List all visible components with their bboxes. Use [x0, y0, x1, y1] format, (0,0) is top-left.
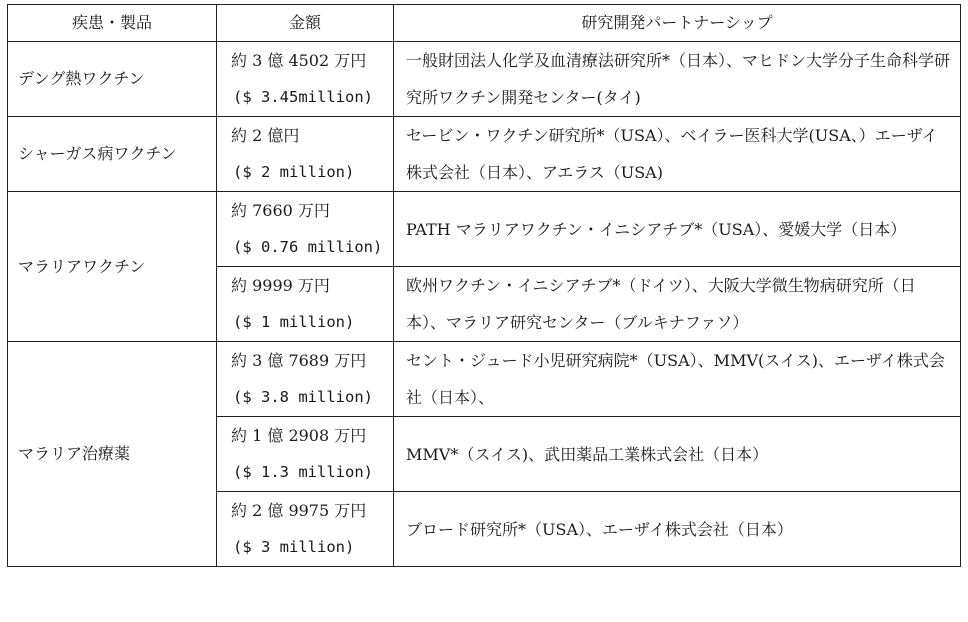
amount-usd: ($ 3 million)	[233, 538, 355, 556]
disease-cell: デング熱ワクチン	[8, 42, 217, 117]
partners-cell	[394, 192, 961, 267]
partners-text: セービン・ワクチン研究所*（USA）、ベイラー医科大学(USA、）エーザイ株式会社（日本）、アエラス（USA)	[406, 126, 938, 182]
partners-text: MMV*（スイス)、武田薬品工業株式会社（日本）	[406, 444, 769, 464]
partners-text: ブロード研究所*（USA）、エーザイ株式会社（日本）	[406, 519, 793, 539]
partners-cell	[394, 117, 961, 192]
amount-cell	[217, 192, 394, 267]
amount-cell	[217, 117, 394, 192]
amount-jpy: 約 2 億円	[231, 126, 300, 145]
table-row	[8, 117, 961, 192]
table-row	[8, 342, 961, 417]
partners-text: セント・ジュード小児研究病院*（USA）、MMV(スイス)、エーザイ株式会社（日本）、	[406, 351, 945, 407]
partners-cell	[394, 342, 961, 417]
amount-jpy: 約 3 億 4502 万円	[231, 51, 367, 70]
partners-text: 一般財団法人化学及血清療法研究所*（日本）、マヒドン大学分子生命科学研究所ワクチン開発センター(タイ)	[406, 51, 951, 107]
partners-cell	[394, 417, 961, 492]
header-disease: 疾患・製品	[8, 5, 217, 42]
amount-usd: ($ 3.8 million)	[233, 388, 373, 406]
amount-cell	[217, 417, 394, 492]
partners-cell	[394, 492, 961, 567]
partners-cell	[394, 267, 961, 342]
amount-jpy: 約 2 億 9975 万円	[231, 501, 367, 520]
table-row	[8, 42, 961, 117]
amount-usd: ($ 1 million)	[233, 313, 355, 331]
amount-usd: ($ 2 million)	[233, 163, 355, 181]
amount-jpy: 約 1 億 2908 万円	[231, 426, 367, 445]
partners-cell	[394, 42, 961, 117]
amount-cell	[217, 42, 394, 117]
amount-usd: ($ 3.45million)	[233, 88, 373, 106]
table-row	[8, 192, 961, 267]
partners-text: PATH マラリアワクチン・イニシアチブ*（USA）、愛媛大学（日本）	[406, 219, 907, 239]
disease-cell: マラリアワクチン	[8, 192, 217, 342]
header-partnership: 研究開発パートナーシップ	[394, 5, 961, 42]
amount-jpy: 約 7660 万円	[231, 201, 330, 220]
amount-cell	[217, 492, 394, 567]
amount-cell	[217, 342, 394, 417]
amount-cell	[217, 267, 394, 342]
header-amount: 金額	[217, 5, 394, 42]
disease-cell: シャーガス病ワクチン	[8, 117, 217, 192]
header-row	[8, 5, 961, 42]
amount-usd: ($ 0.76 million)	[233, 238, 383, 256]
disease-cell: マラリア治療薬	[8, 342, 217, 567]
grants-table	[7, 4, 961, 567]
partners-text: 欧州ワクチン・イニシアチブ*（ドイツ）、大阪大学微生物病研究所（日本）、マラリア研究センター（ブルキナファソ）	[406, 276, 916, 332]
amount-jpy: 約 9999 万円	[231, 276, 330, 295]
amount-jpy: 約 3 億 7689 万円	[231, 351, 367, 370]
amount-usd: ($ 1.3 million)	[233, 463, 373, 481]
